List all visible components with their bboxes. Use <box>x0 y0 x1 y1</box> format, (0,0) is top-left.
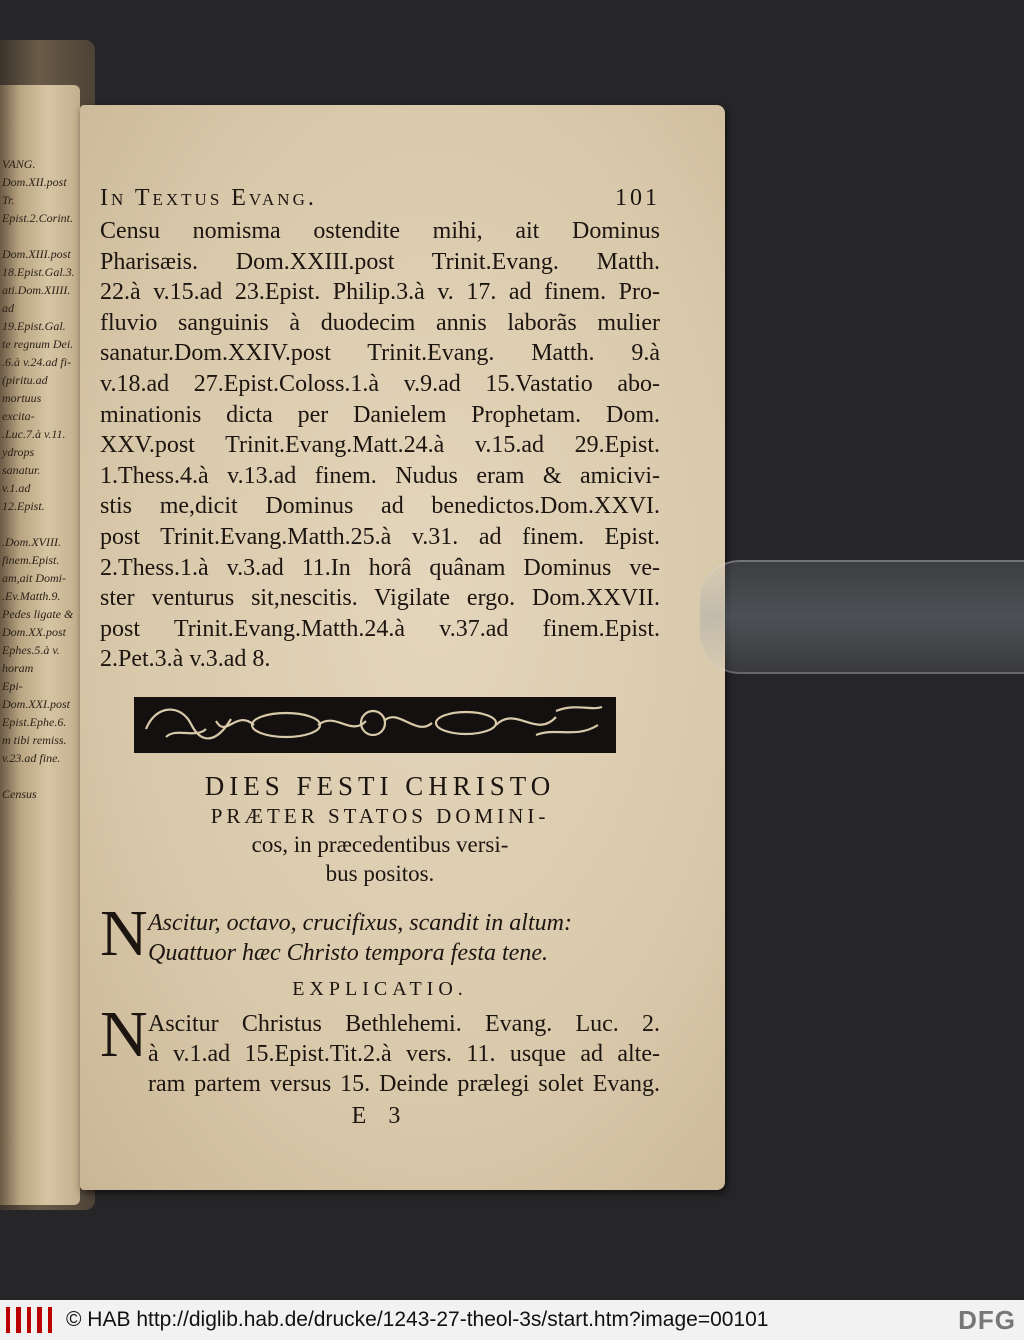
previous-page-edge <box>0 85 80 1205</box>
explicatio-line: Ascitur Christus Bethlehemi. Evang. Luc. 2. <box>148 1010 660 1037</box>
body-line: sanatur.Dom.XXIV.post Trinit.Evang. Matth. 9.à <box>100 340 660 367</box>
body-line: 2.Thess.1.à v.3.ad 11.In horâ quânam Dominus ve- <box>100 554 660 581</box>
dfg-logo: DFG <box>958 1304 1016 1335</box>
running-head-title: In Textus Evang. <box>100 185 317 211</box>
verse-line: Quattuor hæc Christo tempora festa tene. <box>148 939 548 966</box>
copyright-link[interactable]: © HAB http://diglib.hab.de/drucke/1243-27-theol-3s/start.htm?image=00101 <box>66 1308 769 1331</box>
body-line: post Trinit.Evang.Matth.24.à v.37.ad finem.Epist. <box>100 615 660 642</box>
previous-page-margin-notes: VANG. Dom.XII.post Tr. Epist.2.Corint. Dom.XIII.post 18.Epist.Gal.3. ati.Dom.XIIII. ad 19.Epist.Gal. te regnum Dei. .6.à v.24.ad fi- (piritu.ad mortuus excita- .Luc.7.à v.11. ydrops sanatur. v.1.ad 12.Epist. .Dom.XVIII. finem.Epist. am,ait Domi- .Ev.Matth.9. Pedes ligate & Dom.XX.post Ephes.5.à v. horam Epi- Dom.XXI.post Epist.Ephe.6. m tibi remiss. v.23.ad fine. Census <box>2 157 75 801</box>
decorative-ornament-band <box>134 697 616 753</box>
footer-bar <box>0 1300 1024 1340</box>
signature-mark: E 3 <box>351 1102 409 1129</box>
body-line: v.18.ad 27.Epist.Coloss.1.à v.9.ad 15.Vastatio abo- <box>100 370 660 397</box>
book-page <box>80 105 725 1190</box>
explicatio-heading: EXPLICATIO. <box>292 977 468 1000</box>
verse-line: Ascitur, octavo, crucifixus, scandit in altum: <box>148 909 572 936</box>
section-subheading: PRÆTER STATOS DOMINI- <box>210 803 550 828</box>
verse-dropcap: N <box>100 896 148 970</box>
explicatio-dropcap: N <box>100 997 148 1071</box>
barcode-icon <box>6 1307 52 1333</box>
page-number: 101 <box>615 185 660 211</box>
body-line: Censu nomisma ostendite mihi, ait Dominus <box>100 218 660 244</box>
body-text <box>100 216 660 675</box>
glass-page-weight <box>700 560 1024 674</box>
body-line: Pharisæis. Dom.XXIII.post Trinit.Evang. Matth. <box>100 248 660 275</box>
ornament-icon <box>136 699 610 747</box>
explicatio-line: à v.1.ad 15.Epist.Tit.2.à vers. 11. usque ad alte- <box>148 1040 660 1067</box>
section-subheading-line: cos, in præcedentibus versi- <box>251 831 509 857</box>
explicatio-line: ram partem versus 15. Deinde prælegi solet Evang. <box>148 1070 660 1097</box>
running-head <box>100 185 660 212</box>
page-content <box>100 185 660 1130</box>
body-line: post Trinit.Evang.Matth.25.à v.31. ad finem. Epist. <box>100 523 660 550</box>
body-line: 1.Thess.4.à v.13.ad finem. Nudus eram & amicivi- <box>100 462 660 489</box>
body-line: minationis dicta per Danielem Prophetam. Dom. <box>100 401 660 428</box>
section-subheading-line: bus positos. <box>325 860 435 886</box>
body-line: 2.Pet.3.à v.3.ad 8. <box>100 646 271 673</box>
explicatio-paragraph <box>100 997 660 1099</box>
mnemonic-verse <box>100 896 660 970</box>
body-line: XXV.post Trinit.Evang.Matt.24.à v.15.ad 29.Epist. <box>100 432 660 459</box>
body-line: 22.à v.15.ad 23.Epist. Philip.3.à v. 17. ad finem. Pro- <box>100 279 660 306</box>
section-heading: DIES FESTI CHRISTO <box>204 770 556 801</box>
body-line: fluvio sanguinis à duodecim annis laborãs mulier <box>100 309 660 336</box>
body-line: stis me,dicit Dominus ad benedictos.Dom.XXVI. <box>100 493 660 520</box>
body-line: ster venturus sit,nescitis. Vigilate ergo. Dom.XXVII. <box>100 585 660 612</box>
